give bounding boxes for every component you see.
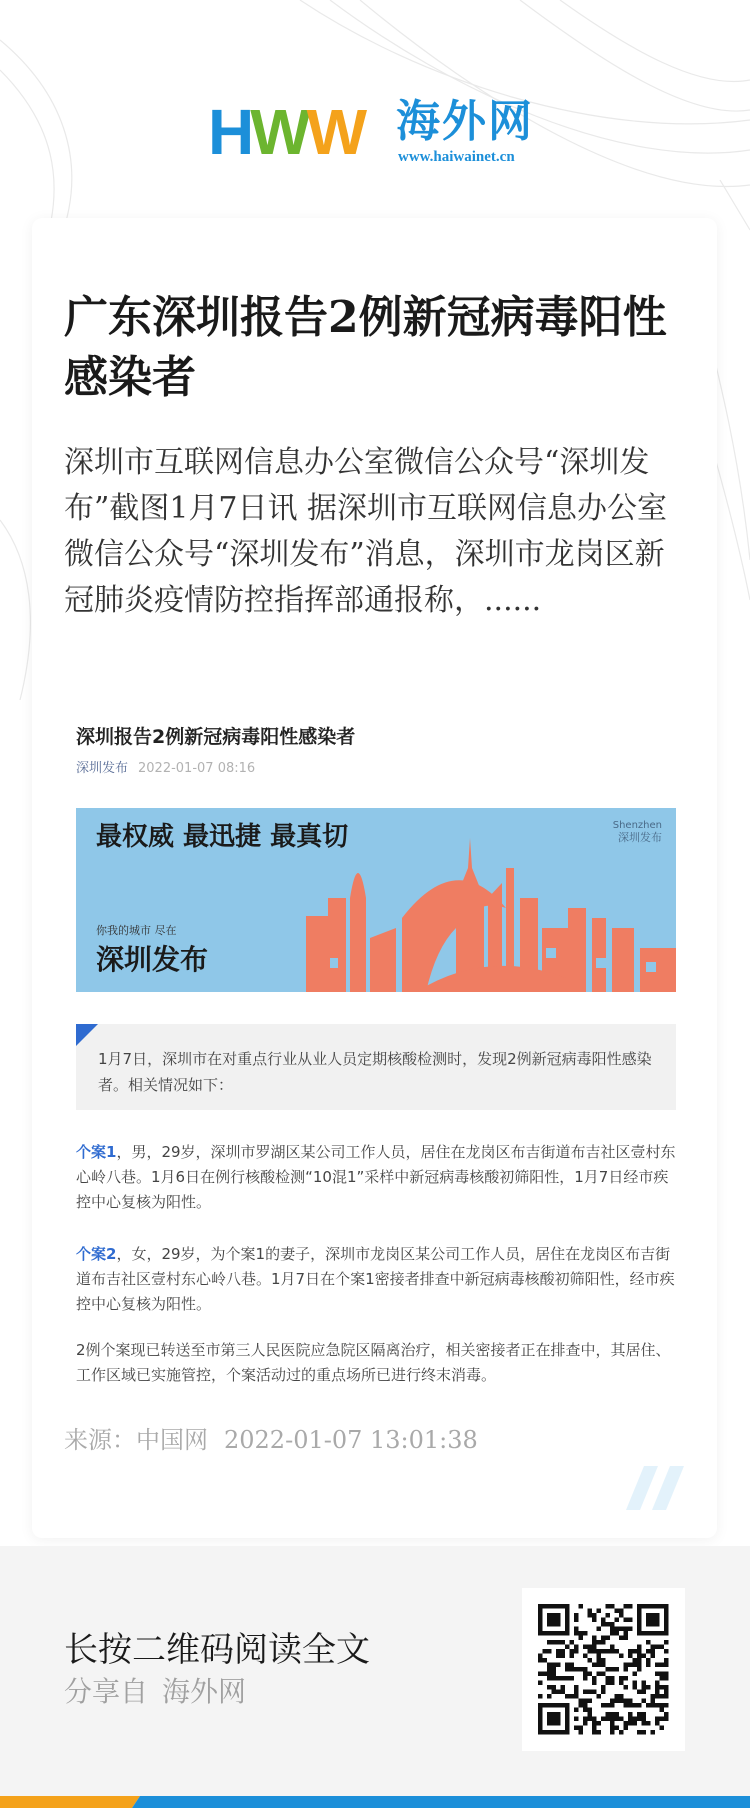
share-prefix: 分享自 [64,1675,149,1708]
case1-text: ，男，29岁，深圳市罗湖区某公司工作人员，居住在龙岗区布吉街道布吉社区壹村东心岭八巷。1月6日在例行核酸检测“10混1”采样中新冠病毒核酸初筛阳性，1月7日经市疾控中心复核为阳性。 [76,1143,676,1211]
article-title: 广东深圳报告2例新冠病毒阳性感染者 [64,292,667,403]
source-label: 来源：中国网 [64,1426,208,1454]
case2-label: 个案2 [76,1245,117,1263]
closing-paragraph: 2例个案现已转送至市第三人民医院应急院区隔离治疗，相关密接者正在排查中，其居住、工作区域已实施管控，个案活动过的重点场所已进行终末消毒。 [76,1341,671,1384]
quote-block [76,1024,676,1110]
bottom-color-bar [0,1796,750,1808]
article-summary: 深圳市互联网信息办公室微信公众号“深圳发布”截图1月7日讯 据深圳市互联网信息办公室微信公众号“深圳发布”消息，深圳市龙岗区新冠肺炎疫情防控指挥部通报称，...... [64,445,668,618]
logo-letter-w1: W [250,96,307,168]
slash-decoration-icon [626,1466,686,1510]
share-site: 海外网 [162,1675,247,1708]
banner-brand: 深圳发布 [96,943,209,976]
share-source [64,1672,246,1712]
quote-corner-icon [76,1024,98,1046]
article-screenshot [64,710,686,1390]
logo-letters [208,96,364,168]
screenshot-meta [76,760,255,778]
source-datetime: 2022-01-07 13:01:38 [224,1426,478,1454]
banner-slogan: 最权威 最迅捷 最真切 [96,822,349,852]
shenzhen-fabu-logo [613,820,662,844]
case1-label: 个案1 [76,1143,117,1161]
shenzhen-banner [76,808,676,992]
banner-logo-cn: 深圳发布 [618,831,662,844]
screenshot-title: 深圳报告2例新冠病毒阳性感染者 [76,726,356,748]
banner-logo-en: Shenzhen [612,820,662,831]
case1-paragraph [76,1140,676,1215]
skyline-illustration [306,828,676,992]
banner-small-text: 你我的城市 尽在 [96,924,177,937]
qr-code[interactable] [522,1588,685,1751]
screenshot-account[interactable]: 深圳发布 [76,761,129,776]
logo-letter-w2: W [306,96,364,168]
screenshot-date: 2022-01-07 08:16 [138,761,256,776]
quote-text: 1月7日，深圳市在对重点行业从业人员定期核酸检测时，发现2例新冠病毒阳性感染者。相关情况如下： [98,1050,652,1094]
footer-cta: 长按二维码阅读全文 [64,1630,370,1670]
case2-text: ，女，29岁，为个案1的妻子，深圳市龙岗区某公司工作人员，居住在龙岗区布吉街道布吉社区壹村东心岭八巷。1月7日在个案1密接者排查中新冠病毒核酸初筛阳性，经市疾控中心复核为阳性。 [76,1245,675,1313]
logo-url: www.haiwainet.cn [398,149,515,165]
logo-letter-h: H [208,96,251,168]
qr-code-icon [522,1588,685,1751]
case2-paragraph [76,1242,676,1317]
logo-name-cn: 海外网 [396,96,534,147]
source-line [64,1424,478,1456]
haiwainet-logo[interactable] [208,98,548,170]
